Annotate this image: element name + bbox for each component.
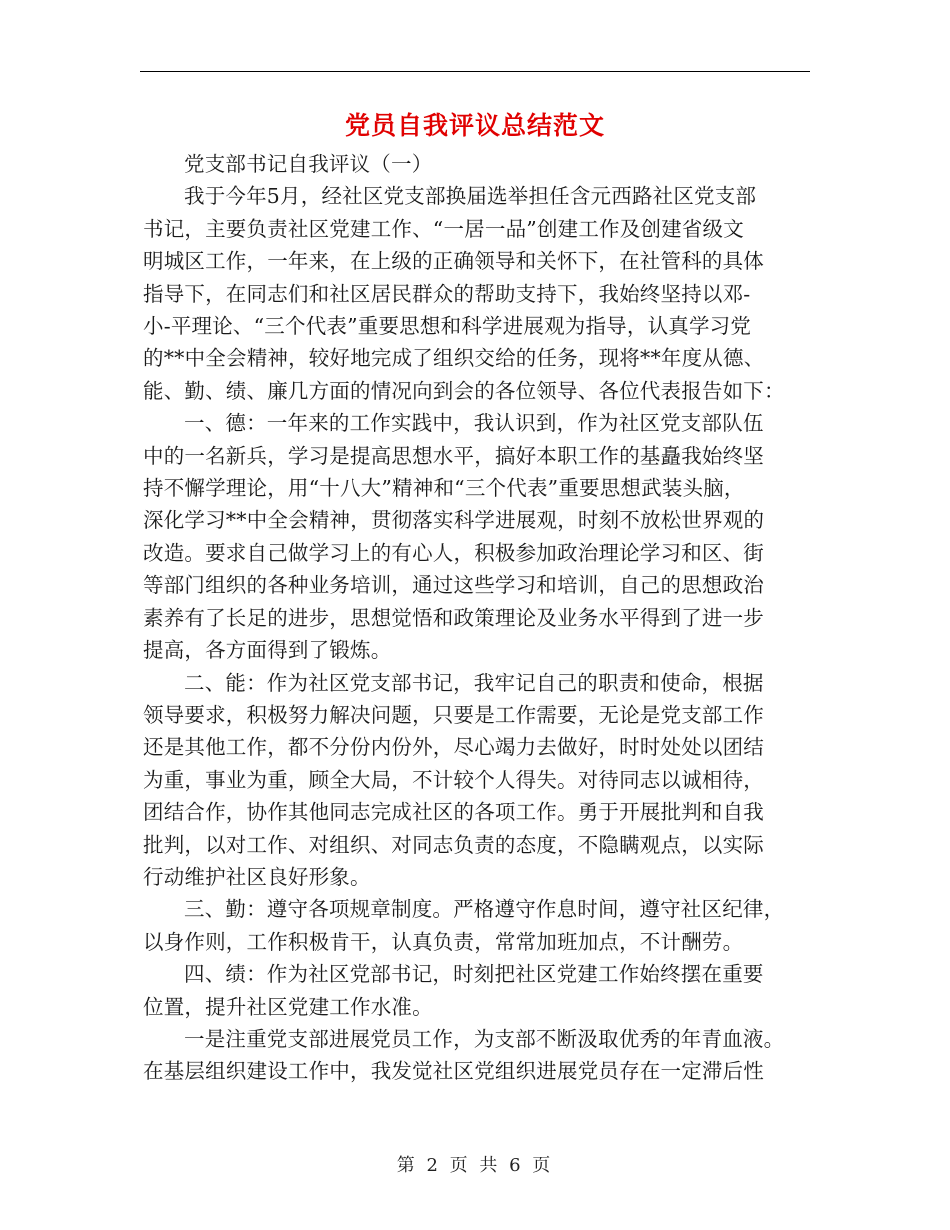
text-line: 改造。要求自己做学习上的有心人，积极参加政治理论学习和区、街	[143, 540, 764, 565]
text-line: 还是其他工作，都不分份内份外，尽心竭力去做好，时时处处以团结	[143, 735, 764, 760]
text-line: 位置，提升社区党建工作水准。	[143, 994, 433, 1019]
text-line: 的**中全会精神，较好地完成了组织交给的任务，现将**年度从德、	[143, 346, 765, 371]
text-line: 中的一名新兵，学习是提高思想水平，搞好本职工作的基矗我始终坚	[143, 443, 764, 468]
text-line: 书记，主要负责社区党建工作、“一居一品”创建工作及创建省级文	[143, 216, 744, 241]
text-line: 三、勤：遵守各项规章制度。严格遵守作息时间，遵守社区纪律，	[184, 897, 785, 922]
text-line: 一是注重党支部进展党员工作，为支部不断汲取优秀的年青血液。	[184, 1026, 785, 1051]
text-line: 以身作则，工作积极肯干，认真负责，常常加班加点，不计酬劳。	[143, 929, 744, 954]
document-body	[143, 148, 811, 1088]
text-line: 提高，各方面得到了锻炼。	[143, 638, 392, 663]
text-line: 小-平理论、“三个代表”重要思想和科学进展观为指导，认真学习党	[143, 314, 752, 339]
text-line: 等部门组织的各种业务培训，通过这些学习和培训，自己的思想政治	[143, 573, 764, 598]
text-line: 在基层组织建设工作中，我发觉社区党组织进展党员存在一定滞后性	[143, 1059, 764, 1084]
text-line: 行动维护社区良好形象。	[143, 864, 371, 889]
body-text	[143, 148, 811, 1088]
text-line: 二、能：作为社区党支部书记，我牢记自己的职责和使命，根据	[184, 670, 764, 695]
text-line: 持不懈学理论，用“十八大”精神和“三个代表”重要思想武装头脑，	[143, 476, 745, 501]
text-line: 团结合作，协作其他同志完成社区的各项工作。勇于开展批判和自我	[143, 800, 764, 825]
text-line: 领导要求，积极努力解决问题，只要是工作需要，无论是党支部工作	[143, 702, 764, 727]
text-line: 明城区工作，一年来，在上级的正确领导和关怀下，在社管科的具体	[143, 249, 764, 274]
text-line: 深化学习**中全会精神，贯彻落实科学进展观，时刻不放松世界观的	[143, 508, 765, 533]
text-line: 为重，事业为重，顾全大局，不计较个人得失。对待同志以诚相待，	[143, 767, 764, 792]
text-line: 四、绩：作为社区党部书记，时刻把社区党建工作始终摆在重要	[184, 962, 764, 987]
text-line: 批判，以对工作、对组织、对同志负责的态度，不隐瞒观点，以实际	[143, 832, 764, 857]
text-line: 素养有了长足的进步，思想觉悟和政策理论及业务水平得到了进一步	[143, 605, 764, 630]
text-line: 指导下，在同志们和社区居民群众的帮助支持下，我始终坚持以邓-	[143, 281, 751, 306]
text-line: 一、德：一年来的工作实践中，我认识到，作为社区党支部队伍	[184, 411, 764, 436]
text-line: 能、勤、绩、廉几方面的情况向到会的各位领导、各位代表报告如下：	[143, 378, 785, 403]
text-line: 我于今年5月，经社区党支部换届选举担任含元西路社区党支部	[184, 184, 757, 209]
page-number: 第 2 页 共 6 页	[396, 1155, 554, 1176]
header-rule	[140, 71, 810, 72]
text-line: 党支部书记自我评议（一）	[184, 152, 433, 176]
document-title: 党员自我评议总结范文	[344, 111, 605, 140]
